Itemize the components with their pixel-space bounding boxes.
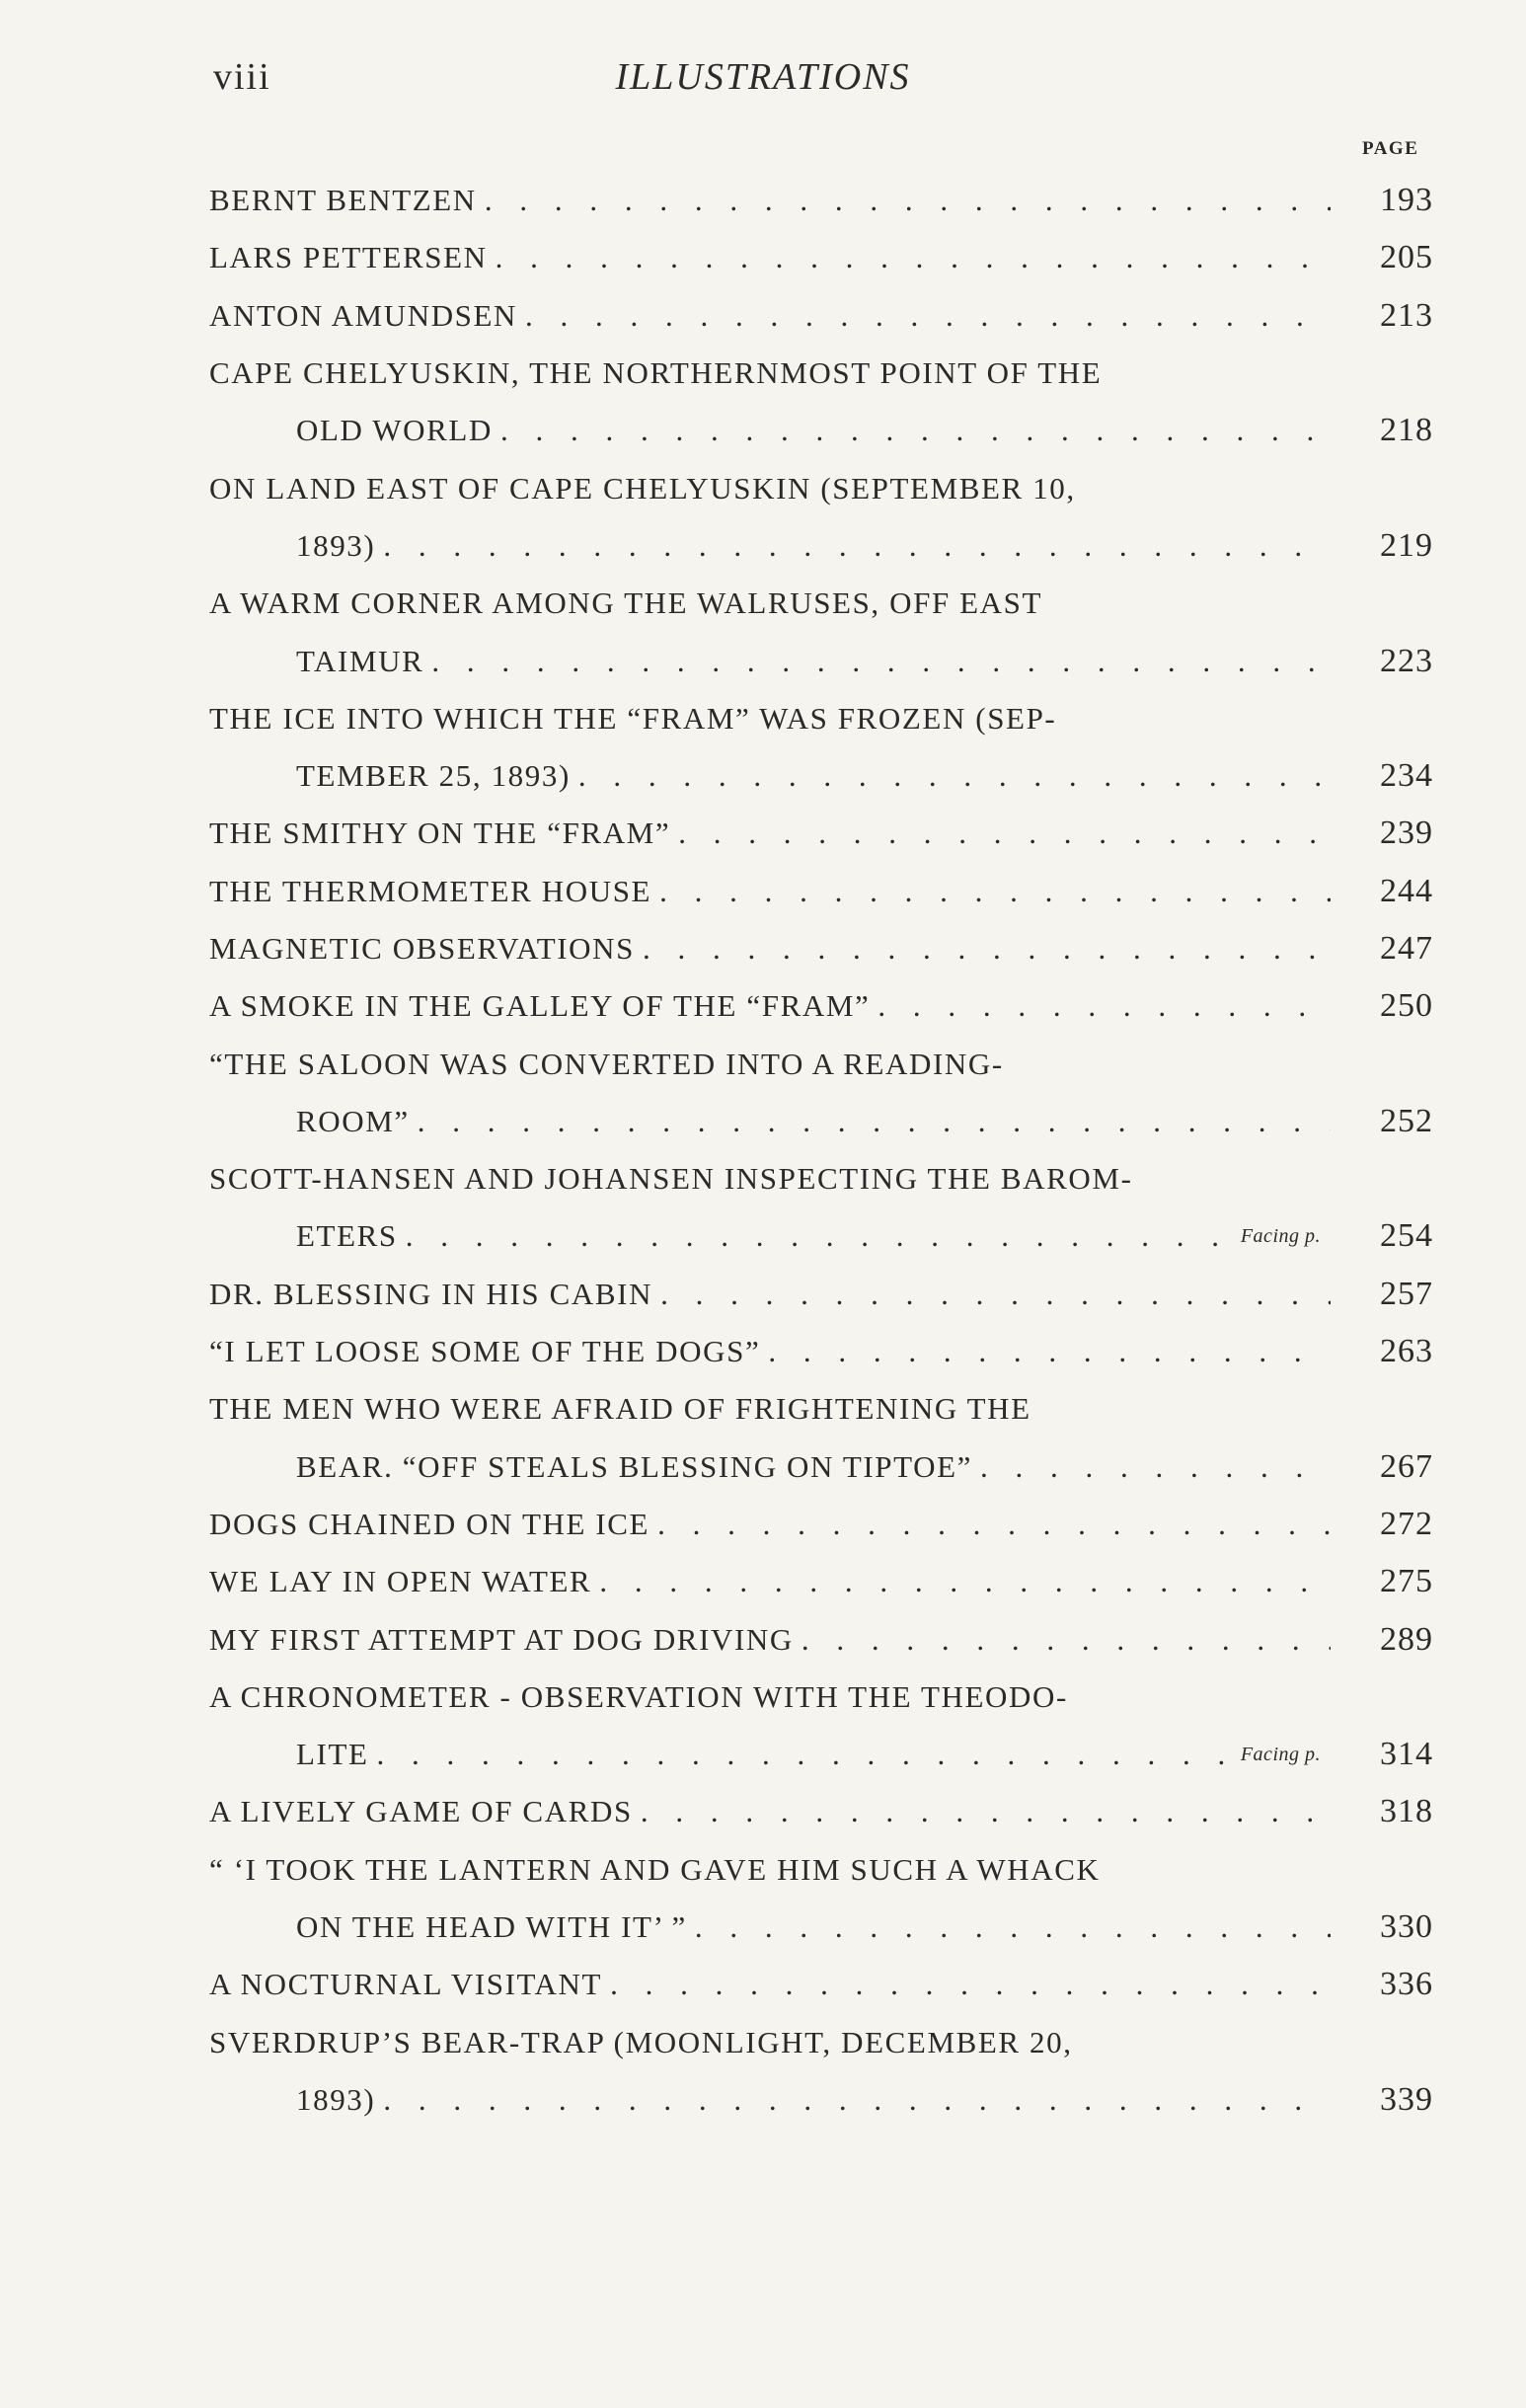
entry-title-text: THE ICE INTO WHICH THE “FRAM” WAS FROZEN (SEP-	[209, 700, 1057, 736]
dot-leader	[496, 240, 1331, 275]
dot-leader	[659, 874, 1331, 909]
entry-title-text: SCOTT-HANSEN AND JOHANSEN INSPECTING THE BAROM-	[209, 1161, 1133, 1197]
illustration-entry	[209, 459, 1433, 575]
entry-page-number: 234	[1380, 757, 1433, 795]
dot-leader	[877, 988, 1331, 1024]
entry-last-line	[209, 1956, 1433, 2013]
entry-last-line	[209, 172, 1433, 229]
illustration-entry	[209, 345, 1433, 460]
facing-page-note: Facing p.	[1240, 1743, 1321, 1765]
entry-page-number: 314	[1380, 1736, 1433, 1773]
entry-last-line	[209, 1266, 1433, 1323]
entry-last-line	[209, 1496, 1433, 1553]
illustration-entry	[209, 1496, 1433, 1553]
entry-page-number: 252	[1380, 1102, 1433, 1139]
entry-title-text: TAIMUR	[296, 643, 424, 678]
entry-last-line	[209, 1207, 1433, 1265]
entry-last-line	[209, 747, 1433, 805]
entry-page-number: 219	[1380, 526, 1433, 564]
illustration-entry	[209, 1669, 1433, 1784]
dot-leader	[500, 413, 1331, 448]
dot-leader	[431, 644, 1331, 679]
dot-leader	[643, 931, 1331, 967]
entry-last-line	[209, 632, 1433, 689]
entry-page-number: 247	[1380, 930, 1433, 967]
entry-title-text: ETERS	[296, 1218, 398, 1254]
entry-title-text: TEMBER 25, 1893)	[296, 758, 571, 794]
dot-leader	[695, 1909, 1331, 1945]
illustration-entry	[209, 172, 1433, 229]
entry-last-line	[209, 977, 1433, 1035]
dot-leader	[610, 1967, 1331, 2002]
dot-leader	[641, 1794, 1331, 1829]
running-head: ILLUSTRATIONS	[615, 56, 911, 98]
dot-leader	[599, 1564, 1331, 1599]
illustration-entry	[209, 1553, 1433, 1610]
illustration-entry	[209, 1150, 1433, 1266]
entry-title-text: BERNT BENTZEN	[209, 183, 477, 218]
entry-last-line	[209, 1899, 1433, 1956]
entry-last-line	[209, 1726, 1433, 1783]
illustrations-list	[209, 172, 1433, 2129]
entry-title-text: CAPE CHELYUSKIN, THE NORTHERNMOST POINT OF THE	[209, 355, 1103, 391]
page-column-label: PAGE	[1362, 138, 1419, 159]
entry-title-text: “ ‘I TOOK THE LANTERN AND GAVE HIM SUCH A WHACK	[209, 1851, 1101, 1887]
entry-last-line	[209, 805, 1433, 862]
entry-last-line	[209, 1438, 1433, 1496]
entry-page-number: 336	[1380, 1966, 1433, 2003]
dot-leader	[980, 1449, 1331, 1485]
illustration-entry	[209, 920, 1433, 977]
entry-last-line	[209, 287, 1433, 345]
entry-title-text: ANTON AMUNDSEN	[209, 297, 518, 333]
entry-line	[209, 2014, 1320, 2071]
entry-title-text: DOGS CHAINED ON THE ICE	[209, 1506, 650, 1541]
entry-title-text: LITE	[296, 1737, 369, 1772]
dot-leader	[678, 816, 1331, 851]
entry-title-text: LARS PETTERSEN	[209, 240, 488, 275]
entry-page-number: 193	[1380, 182, 1433, 219]
entry-title-text: THE THERMOMETER HOUSE	[209, 873, 652, 908]
illustration-entry	[209, 1783, 1433, 1840]
entry-title-text: DR. BLESSING IN HIS CABIN	[209, 1276, 653, 1311]
illustration-entry	[209, 1035, 1433, 1150]
illustration-entry	[209, 1841, 1433, 1957]
facing-page-note: Facing p.	[1240, 1224, 1321, 1247]
entry-title-text: WE LAY IN OPEN WATER	[209, 1564, 592, 1599]
dot-leader	[418, 1104, 1331, 1139]
entry-page-number: 250	[1380, 987, 1433, 1025]
dot-leader	[660, 1277, 1331, 1312]
entry-line	[209, 1035, 1320, 1092]
illustration-entry	[209, 575, 1433, 690]
illustration-entry	[209, 229, 1433, 286]
entry-title-text: MY FIRST ATTEMPT AT DOG DRIVING	[209, 1621, 794, 1657]
illustration-entry	[209, 1266, 1433, 1323]
illustration-entry	[209, 1380, 1433, 1496]
entry-line	[209, 1150, 1320, 1207]
entry-title-text: A LIVELY GAME OF CARDS	[209, 1794, 633, 1829]
entry-page-number: 263	[1380, 1333, 1433, 1370]
entry-page-number: 205	[1380, 239, 1433, 276]
dot-leader	[578, 758, 1331, 794]
entry-title-text: A NOCTURNAL VISITANT	[209, 1967, 603, 2002]
entry-page-number: 257	[1380, 1275, 1433, 1312]
dot-leader	[525, 298, 1331, 334]
entry-page-number: 289	[1380, 1620, 1433, 1658]
entry-line	[209, 345, 1320, 402]
entry-title-text: THE SMITHY ON THE “FRAM”	[209, 816, 671, 851]
entry-title-text: “I LET LOOSE SOME OF THE DOGS”	[209, 1334, 761, 1369]
entry-page-number: 318	[1380, 1793, 1433, 1830]
illustration-entry	[209, 977, 1433, 1035]
dot-leader	[801, 1622, 1331, 1658]
illustration-entry	[209, 1956, 1433, 2013]
entry-page-number: 218	[1380, 412, 1433, 449]
dot-leader	[406, 1218, 1233, 1254]
entry-line	[209, 690, 1320, 747]
page-folio: viii	[213, 56, 271, 98]
entry-line	[209, 459, 1320, 516]
entry-page-number: 275	[1380, 1563, 1433, 1600]
entry-title-text: “THE SALOON WAS CONVERTED INTO A READING-	[209, 1046, 1004, 1081]
entry-page-number: 244	[1380, 872, 1433, 909]
entry-last-line	[209, 1323, 1433, 1380]
entry-last-line	[209, 517, 1433, 575]
entry-line	[209, 575, 1320, 632]
entry-page-number: 267	[1380, 1447, 1433, 1485]
entry-title-text: MAGNETIC OBSERVATIONS	[209, 931, 635, 966]
dot-leader	[657, 1507, 1331, 1542]
entry-page-number: 330	[1380, 1908, 1433, 1946]
entry-line	[209, 1380, 1320, 1437]
entry-page-number: 239	[1380, 815, 1433, 852]
entry-title-text: A WARM CORNER AMONG THE WALRUSES, OFF EAST	[209, 585, 1043, 621]
entry-title-text: OLD WORLD	[296, 413, 493, 448]
entry-page-number: 223	[1380, 642, 1433, 679]
illustration-entry	[209, 1610, 1433, 1668]
entry-last-line	[209, 2071, 1433, 2129]
entry-page-number: 254	[1380, 1217, 1433, 1255]
entry-title-text: A SMOKE IN THE GALLEY OF THE “FRAM”	[209, 988, 871, 1024]
entry-title-text: ON THE HEAD WITH IT’ ”	[296, 1909, 687, 1945]
illustration-entry	[209, 1323, 1433, 1380]
illustration-entry	[209, 805, 1433, 862]
illustration-entry	[209, 690, 1433, 806]
entry-page-number: 272	[1380, 1505, 1433, 1542]
entry-title-text: A CHRONOMETER - OBSERVATION WITH THE THEODO-	[209, 1678, 1068, 1714]
illustration-entry	[209, 863, 1433, 920]
entry-page-number: 213	[1380, 296, 1433, 334]
entry-last-line	[209, 1093, 1433, 1150]
entry-last-line	[209, 920, 1433, 977]
entry-title-text: 1893)	[296, 527, 376, 563]
entry-line	[209, 1669, 1320, 1726]
entry-last-line	[209, 402, 1433, 459]
entry-last-line	[209, 1610, 1433, 1668]
entry-last-line	[209, 229, 1433, 286]
dot-leader	[485, 183, 1331, 218]
dot-leader	[768, 1334, 1331, 1369]
illustration-entry	[209, 2014, 1433, 2130]
entry-last-line	[209, 1553, 1433, 1610]
dot-leader	[377, 1737, 1233, 1772]
entry-title-text: BEAR. “OFF STEALS BLESSING ON TIPTOE”	[296, 1448, 972, 1484]
entry-last-line	[209, 1783, 1433, 1840]
entry-page-number: 339	[1380, 2080, 1433, 2118]
entry-title-text: SVERDRUP’S BEAR-TRAP (MOONLIGHT, DECEMBER 20,	[209, 2024, 1073, 2059]
entry-title-text: ROOM”	[296, 1103, 410, 1138]
entry-last-line	[209, 863, 1433, 920]
illustration-entry	[209, 287, 1433, 345]
entry-title-text: 1893)	[296, 2081, 376, 2117]
entry-title-text: THE MEN WHO WERE AFRAID OF FRIGHTENING THE	[209, 1391, 1031, 1427]
entry-title-text: ON LAND EAST OF CAPE CHELYUSKIN (SEPTEMBER 10,	[209, 470, 1076, 505]
dot-leader	[383, 528, 1331, 564]
entry-line	[209, 1841, 1320, 1899]
dot-leader	[383, 2082, 1331, 2118]
